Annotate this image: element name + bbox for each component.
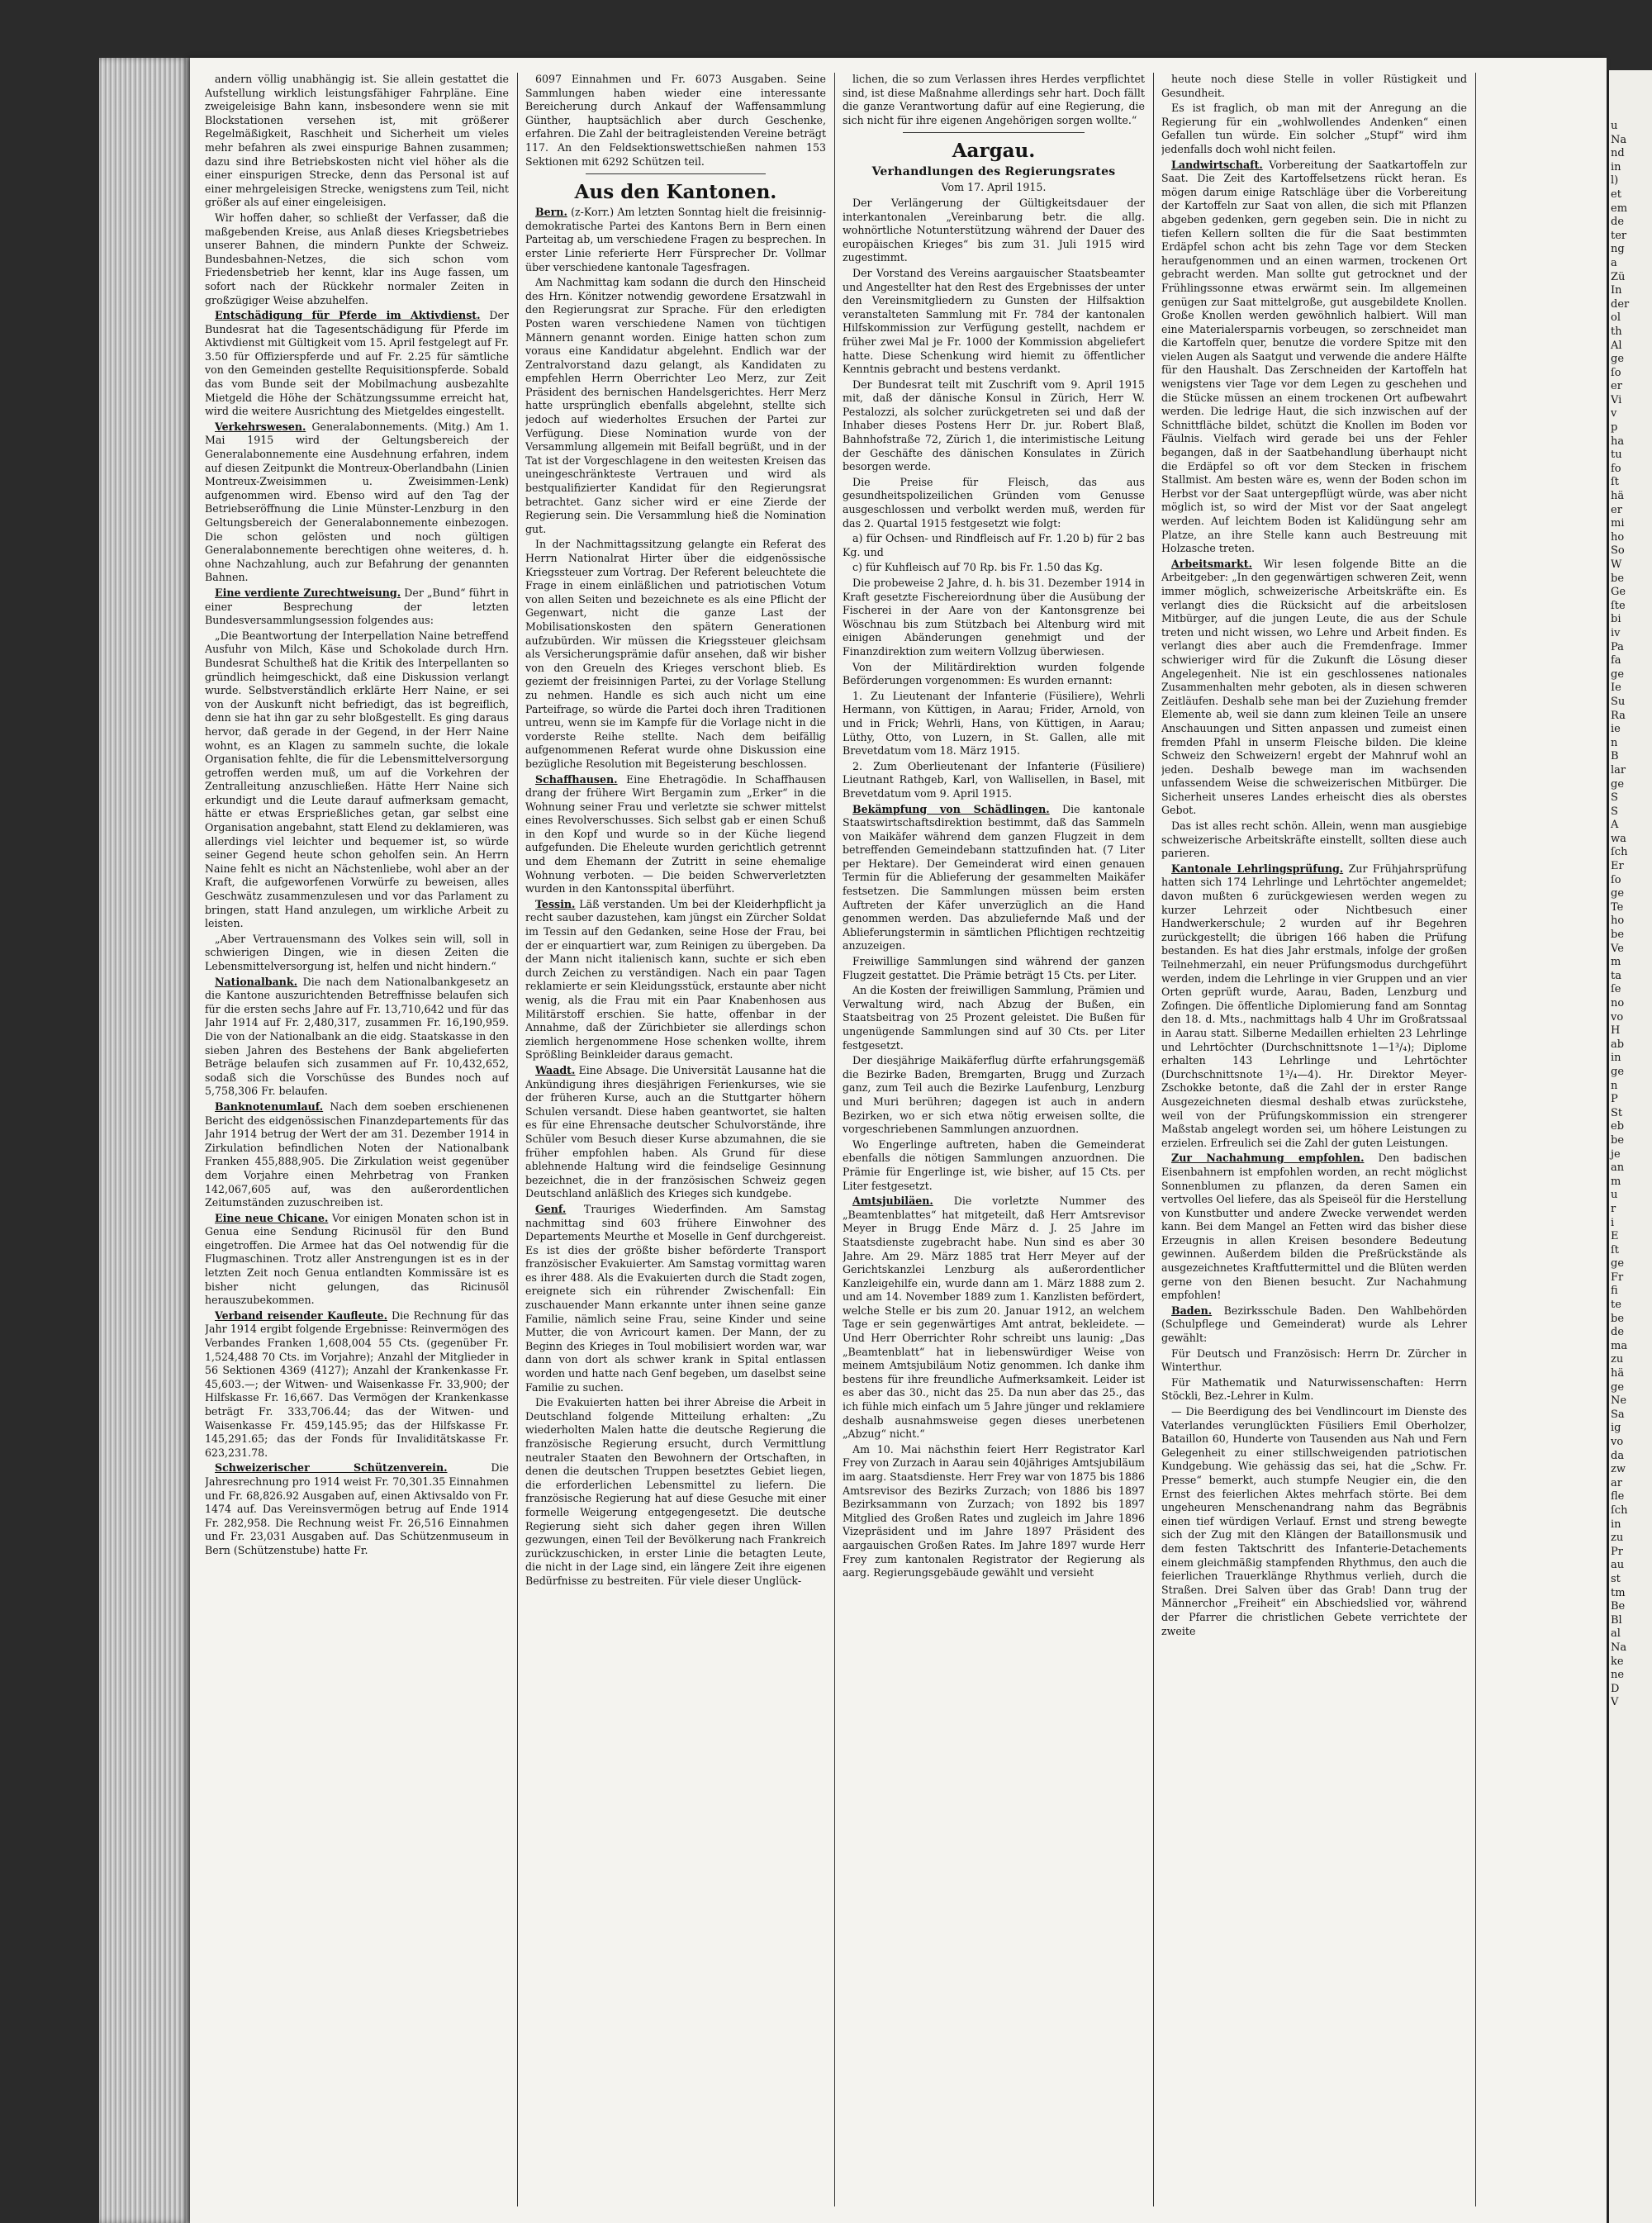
- article-heading: Kantonale Lehrlingsprüfung.: [1171, 862, 1344, 875]
- adjacent-page-line: be: [1611, 1312, 1625, 1325]
- article-text: „Aber Vertrauensmann des Volkes sein will, soll in schwierigen Dingen, wie in diesen Zeiten die Lebensmittelversorgung ist, helfen und nicht hindern.“: [205, 932, 509, 972]
- article-paragraph: [843, 1054, 1145, 1137]
- adjacent-page-line: Ne: [1611, 1394, 1627, 1408]
- adjacent-page-line: hä: [1611, 1367, 1625, 1380]
- adjacent-page-line: fo: [1611, 462, 1621, 475]
- adjacent-page-line: ma: [1611, 1339, 1628, 1352]
- column-1: [205, 73, 509, 2206]
- adjacent-page-line: r: [1611, 1202, 1616, 1215]
- article-paragraph: [525, 276, 826, 536]
- adjacent-page-line: er: [1611, 503, 1622, 516]
- article-paragraph: [1161, 1405, 1467, 1638]
- adjacent-page-line: Al: [1611, 339, 1622, 352]
- article-heading: Bekämpfung von Schädlingen.: [852, 802, 1050, 815]
- adjacent-page-line: ol: [1611, 311, 1621, 325]
- article-paragraph: [843, 1443, 1145, 1580]
- article-paragraph: [843, 803, 1145, 954]
- adjacent-page-line: Na: [1611, 133, 1627, 146]
- adjacent-page-line: ge: [1611, 777, 1625, 791]
- article-paragraph: [205, 73, 509, 210]
- article-text: Wir lesen folgende Bitte an die Arbeitgeber: „In den gegenwärtigen schweren Zeit, wenn immer möglich, schweizerische Arbeitskräfte ein. Es verlangt dies die Rücksicht auf die arbeitslosen Mitbürger, auf die jungen Leute, die aus der Schule treten und nicht wissen, wo Lehre und Arbeit finden. Es verlangt dies aber auch die Fremdenfrage. Immer schwieriger wird für die Zukunft die Lösung dieser Angelegenheit. Nie ist ein geschlossenes nationales Zusammenhalten mehr geboten, als in diesen schweren Zeitläufen. Deshalb sehe man bei der Zuziehung fremder Elemente ab, weil sie dann zum kleinen Teile an unsere Anschauungen und Sitten anpassen und zumeist einen fremden Pfahl in unserm Fleische bilden. Die kleine Schweiz den Schweizern! ergebt der Mahnruf wohl an jeden. Deshalb bewege man im wachsenden unfassendem Weise die schweizerischen Mitbürger. Die Sicherheit unseres Landes erheischt dies als oberstes Gebot.: [1161, 557, 1467, 817]
- adjacent-page-line: n: [1611, 1079, 1618, 1092]
- adjacent-page-line: vo: [1611, 1436, 1624, 1448]
- article-paragraph: [205, 211, 509, 307]
- adjacent-page-line: ſe: [1611, 983, 1621, 996]
- adjacent-page-line: Te: [1611, 900, 1624, 914]
- article-text: Das ist alles recht schön. Allein, wenn man ausgiebige schweizerische Arbeitskräfte einstellt, sollten diese auch parieren.: [1161, 819, 1467, 860]
- adjacent-page-line: ge: [1611, 1065, 1625, 1078]
- article-text: Der „Bund“ führt in einer Besprechung der letzten Bundesversammlungsession folgendes aus:: [205, 586, 509, 627]
- adjacent-page-line: nd: [1611, 147, 1625, 160]
- article-text: Läß verstanden. Um bei der Kleiderhpflicht ja recht sauber dazustehen, kam jüngst ein Zürcher Soldat im Tessin auf den Gedanken, seine Hose der Frau, bei der er einquartiert war, zum Reinigen zu übergeben. Da der Mann nicht italienisch kann, suchte er sich eben durch Zeichen zu verständigen. Nach ein paar Tagen reklamierte er sein Kleidungsstück, erstaunte aber nicht wenig, als die Frau mit ein Paar Knabenhosen aus Militärstoff erschien. Sie hatte, offenbar in der Annahme, daß der Zürichbieter sie allerdings schon ziemlich hergenommene Hose schenken wollte, ihrem Sprößling Beinkleider daraus gemacht.: [525, 897, 826, 1062]
- article-paragraph: [525, 538, 826, 771]
- adjacent-page-line: ig: [1611, 1422, 1621, 1435]
- article-heading: Landwirtschaft.: [1171, 158, 1263, 171]
- adjacent-page-line: st: [1611, 1572, 1621, 1585]
- article-paragraph: [843, 1138, 1145, 1193]
- article-text: Der Verlängerung der Gültigkeitsdauer der interkantonalen „Vereinbarung betr. die allg. wohnörtliche Notunterstützung während der Dauer des europäischen Krieges“ bis zum 31. Juli 1915 wird zugestimmt.: [843, 196, 1145, 264]
- adjacent-page-line: p: [1611, 421, 1618, 435]
- article-paragraph: [843, 760, 1145, 801]
- dateline: Vom 17. April 1915.: [941, 181, 1047, 194]
- article-paragraph: [205, 420, 509, 585]
- adjacent-page-line: So: [1611, 544, 1625, 558]
- adjacent-page-line: ng: [1611, 243, 1625, 256]
- article-text: Am Nachmittag kam sodann die durch den Hinscheid des Hrn. Könitzer notwendig gewordene Ersatzwahl in den Regierungsrat zur Sprache. Für den erledigten Posten waren verschiedene Namen von tüchtigen Männern genannt worden. Einige hatten schon zum voraus eine Kandidatur abgelehnt. Endlich war der Zentralvorstand dazu gelangt, als Kandidaten zu empfehlen Herrn Oberrichter Leo Merz, zur Zeit Präsident des bernischen Handelsgerichtes. Herr Merz hatte ursprünglich ebenfalls abgelehnt, stellte sich jedoch auf wiederholtes Ersuchen der Partei zur Verfügung. Diese Nomination wurde von der Versammlung allgemein mit Beifall begrüßt, und in der Tat ist der Vorgeschlagene in den weitesten Kreisen das uneingeschränkteste Vertrauen und wird als bestqualifizierter Kandidat für den Regierungsrat betrachtet. Ganz sicher wird er eine Zierde der Regierung sein. Die Versammlung hieß die Nomination gut.: [525, 276, 826, 535]
- article-paragraph: [843, 267, 1145, 377]
- adjacent-page-line: ſo: [1611, 873, 1621, 886]
- article-text: Die Jahresrechnung pro 1914 weist Fr. 70,301.35 Einnahmen und Fr. 68,826.92 Ausgaben auf, einen Aktivsaldo von Fr. 1474 auf. Das Vereinsvermögen betrug auf Ende 1914 Fr. 282,958. Die Rechnung weist Fr. 26,516 Einnahmen und Fr. 23,031 Ausgaben auf. Das Schützenmuseum in Bern (Schützenstube) hatte Fr.: [205, 1461, 509, 1556]
- section-separator: [586, 173, 766, 174]
- adjacent-page-line: vo: [1611, 1010, 1624, 1024]
- article-paragraph: [1161, 1304, 1467, 1346]
- article-text: An die Kosten der freiwilligen Sammlung, Prämien und Verwaltung wird, nach Abzug der Bußen, ein Staatsbeitrag von 25 Prozent geleistet. Die Bußen für ungenügende Sammlungen sind auf 30 Cts. per Liter festgesetzt.: [843, 984, 1145, 1052]
- adjacent-page-line: Su: [1611, 695, 1626, 708]
- article-text: Vor einigen Monaten schon ist in Genua eine Sendung Ricinusöl für den Bund eingetroffen. Die Armee hat das Oel notwendig für die Flugmaschinen. Trotz aller Anstrengungen ist es in der letzten Zeit noch Genua entlandten Kommissäre ist es bisher nicht gelungen, das Ricinusöl herauszubekommen.: [205, 1211, 509, 1307]
- adjacent-page-line: fle: [1611, 1490, 1625, 1503]
- adjacent-page-line: Sa: [1611, 1408, 1625, 1421]
- adjacent-page-line: hä: [1611, 490, 1625, 503]
- article-text: Am 10. Mai nächsthin feiert Herr Registrator Karl Frey von Zurzach in Aarau sein 40jähriges Amtsjubiläum im aarg. Staatsdienste. Herr Frey war von 1875 bis 1886 Amtsrevisor des Bezirks Zurzach; von 1886 bis 1897 Bezirksammann von Zurzach; von 1892 bis 1897 Mitglied des Großen Rates und zugleich im Jahre 1896 Vizepräsident und im Jahre 1897 Präsident des aargauischen Großen Rates. Im Jahre 1897 wurde Herr Frey zum kantonalen Registrator der Regierung als aarg. Regierungsgebäude gewählt und versieht: [843, 1442, 1145, 1579]
- adjacent-page-line: et: [1611, 188, 1621, 201]
- article-paragraph: [525, 73, 826, 169]
- article-text: — Die Beerdigung des bei Vendlincourt im Dienste des Vaterlandes verunglückten Füsiliers Emil Oberholzer, Bataillon 60, Hunderte von Tausenden aus Nah und Fern Gelegenheit zu einer stillschweigenden patriotischen Kundgebung. Wie gehässig das sei, hat die „Schw. Fr. Presse“ bemerkt, auch stumpfe Neugier ein, die den Ernst des feierlichen Aktes mehrfach störte. Bei dem ungeheuren Menschenandrang nahm das Begräbnis einen tief würdigen Verlauf. Ernst und streng bewegte sich der Zug mit den Klängen der Bataillonsmusik und dem festen Taktschritt des Infanterie-Detachements einem gleichmäßig stampfenden Rhythmus, den auch die feierlichen Trauerklänge Rhythmus verlieh, durch die Straßen. Drei Salven über das Grab! Dann trug der Männerchor „Freiheit“ ein Abschiedslied vor, während der Pfarrer die christlichen Gebete verrichtete der zweite: [1161, 1405, 1467, 1637]
- article-paragraph: [843, 532, 1145, 559]
- adjacent-page-line: Fr: [1611, 1271, 1624, 1284]
- article-text: Der diesjährige Maikäferflug dürfte erfahrungsgemäß die Bezirke Baden, Bremgarten, Brugg und Zurzach ganz, zum Teil auch die Bezirke Laufenburg, Lenzburg und Muri berühren; dagegen ist auch in andern Bezirken, wo er sich etwa nötig erweisen sollte, die vorgeschriebenen Sammlungen anzuordnen.: [843, 1054, 1145, 1136]
- article-heading: Banknotenumlauf.: [215, 1100, 324, 1113]
- article-heading: Arbeitsmarkt.: [1171, 557, 1252, 570]
- column-divider: [834, 73, 835, 2206]
- adjacent-page-line: bi: [1611, 613, 1621, 626]
- adjacent-page-line: fa: [1611, 654, 1621, 667]
- column-3-top: [843, 73, 1145, 127]
- article-paragraph: [843, 690, 1145, 758]
- adjacent-page-line: Pr: [1611, 1545, 1623, 1558]
- adjacent-page-line: iv: [1611, 626, 1621, 639]
- article-text: Zur Frühjahrsprüfung hatten sich 174 Lehrlinge und Lehrtöchter angemeldet; davon mußten 6 zurückgewiesen werden wegen zu kurzer Lehrzeit oder Nichtbesuch einer Handwerkerschule; 2 wurden auf ihr Begehren zurückgestellt; die übrigen 166 haben die Prüfung bestanden. Es hat dies Jahr erstmals, infolge der großen Teilnehmerzahl, ein neuer Prüfungsmodus durchgeführt werden, indem die Lehrlinge in vier Gruppen und an vier Orten geprüft wurde, Aarau, Baden, Lenzburg und Zofingen. Die öffentliche Diplomierung fand am Sonntag den 18. d. Mts., nachmittags halb 4 Uhr im Großratssaal in Aarau statt. Silberne Medaillen erhielten 23 Lehrlinge und Lehrtöchter (Durchschnittsnote 1—1³/₄); Diplome erhalten 143 Lehrlinge und Lehrtöchter (Durchschnittsnote 1³/₄—4). Hr. Direktor Meyer-Zschokke betonte, daß die Zahl der in erster Range Ausgezeichneten diesmal deshalb etwas zurückstehe, weil von der Prüfungskommission ein strengerer Maßstab angelegt worden sei, um höhere Leistungen zu erzielen. Erfreulich sei die Zahl der guten Leistungen.: [1161, 862, 1467, 1149]
- article-heading: Verkehrswesen.: [215, 420, 306, 433]
- article-heading: Baden.: [1171, 1304, 1213, 1317]
- adjacent-page-line: in: [1611, 1518, 1621, 1531]
- article-text: Freiwillige Sammlungen sind während der ganzen Flugzeit gestattet. Die Prämie beträgt 15 Cts. per Liter.: [843, 955, 1145, 981]
- adjacent-page-line: ha: [1611, 435, 1625, 448]
- article-paragraph: [205, 587, 509, 628]
- article-paragraph: [525, 206, 826, 274]
- newspaper-page: [190, 58, 1607, 2223]
- article-paragraph: [843, 984, 1145, 1052]
- article-paragraph: [205, 976, 509, 1099]
- adjacent-page-line: H: [1611, 1024, 1621, 1038]
- adjacent-page-line: der: [1611, 297, 1630, 311]
- article-paragraph: [525, 1064, 826, 1201]
- adjacent-page-line: Ie: [1611, 682, 1621, 695]
- section-heading-aargau: Aargau.: [952, 140, 1036, 163]
- adjacent-page-line: be: [1611, 929, 1625, 942]
- adjacent-page-line: P: [1611, 1093, 1618, 1106]
- adjacent-page-line: be: [1611, 572, 1625, 585]
- article-paragraph: [843, 661, 1145, 688]
- article-text: Die kantonale Staatswirtschaftsdirektion bestimmt, daß das Sammeln von Maikäfer während dem ganzen Flugzeit in dem betreffenden Gemeindebann stattzufinden hat. (7 Liter per Hektare). Der Gemeinderat wird einen genauen Termin für die Ablieferung der gesammelten Maikäfer festsetzen. Die Sammlungen müssen beim ersten Auftreten der Käfer unverzüglich an die Hand genommen werden. Das abzuliefernde Maß und der Ablieferungstermin in sämtlichen Pflichtigen rechtzeitig anzuzeigen.: [843, 802, 1145, 952]
- adjacent-page-line: E: [1611, 1230, 1619, 1243]
- article-text: 2. Zum Oberlieutenant der Infanterie (Füsiliere) Lieutnant Rathgeb, Karl, von Wallisellen, in Basel, mit Brevetdatum vom 9. April 1915.: [843, 759, 1145, 800]
- article-paragraph: [525, 898, 826, 1062]
- adjacent-page-line: In: [1611, 284, 1622, 297]
- adjacent-page-line: zw: [1611, 1463, 1626, 1476]
- column-divider: [1153, 73, 1154, 2206]
- article-text: Es ist fraglich, ob man mit der Anregung an die Regierung für ein „wohlwollendes Andenken“ einen Gefallen tun würde. Ein solcher „Stupf“ wird ihm jedenfalls doch wohl nicht feilen.: [1161, 102, 1467, 155]
- article-heading: Bern.: [535, 206, 567, 219]
- adjacent-page-line: er: [1611, 380, 1622, 393]
- adjacent-page-line: Bl: [1611, 1613, 1622, 1627]
- adjacent-page-line: ter: [1611, 229, 1627, 242]
- column-2: [525, 73, 826, 2206]
- adjacent-page-line: Ve: [1611, 942, 1624, 955]
- column-3: [843, 73, 1145, 2206]
- adjacent-page-line: ta: [1611, 969, 1621, 982]
- article-paragraph: [205, 1212, 509, 1308]
- article-paragraph: [205, 1461, 509, 1557]
- adjacent-page-line: Zü: [1611, 270, 1626, 283]
- adjacent-page-line: zu: [1611, 1353, 1624, 1366]
- adjacent-page-line: fi: [1611, 1285, 1618, 1298]
- section-heading-kantonen: Aus den Kantonen.: [574, 181, 777, 204]
- article-paragraph: [843, 378, 1145, 474]
- adjacent-page-line: l): [1611, 174, 1619, 188]
- article-paragraph: [1161, 558, 1467, 818]
- article-text: Die probeweise 2 Jahre, d. h. bis 31. Dezember 1914 in Kraft gesetzte Fischereiordnung über die Ausübung der Fischerei in der Aare von der Kantonsgrenze bei Wöschnau bis zum Stützbach bei Altenburg wird mit einigen Abänderungen genehmigt und der Finanzdirektion zum weitern Vollzug überwiesen.: [843, 577, 1145, 658]
- adjacent-page-line: S: [1611, 791, 1618, 805]
- adjacent-page-line: em: [1611, 202, 1628, 215]
- adjacent-page-line: Ra: [1611, 709, 1626, 722]
- article-paragraph: [1161, 73, 1467, 100]
- adjacent-page-line: an: [1611, 1161, 1625, 1175]
- article-heading: Genf.: [535, 1202, 567, 1215]
- article-text: Die vorletzte Nummer des „Beamtenblattes“ hat mitgeteilt, daß Herr Amtsrevisor Meyer in Brugg Ende März d. J. 25 Jahre im Staatsdienste zugebracht habe. Nun sind es aber 30 Jahre. Am 29. März 1885 trat Herr Meyer auf der Gerichtskanzlei Lenzburg als außerordentlicher Kanzleigehilfe ein, wurde dann am 1. März 1888 zum 2. und am 14. November 1889 zum 1. Kanzlisten befördert, welche Stelle er bis zum 20. Januar 1912, an welchem Tage er sein gegenwärtiges Amt antrat, bekleidete. — Und Herr Oberrichter Rohr schreibt uns launig: „Das „Beamtenblatt“ hat in liebenswürdiger Weise von meinem Amtsjubiläum Notiz genommen. Ich danke ihm bestens für ihre freundliche Aufmerksamkeit. Leider ist es aber das 30., nicht das 25. Da nun aber das 25., das ich fühle mich einfach um 5 Jahre jünger und reklamiere deshalb ausnahmsweise gegen dieses unerbetenen „Abzug“ nicht.“: [843, 1195, 1145, 1441]
- article-text: Der Vorstand des Vereins aargauischer Staatsbeamter und Angestellter hat den Rest des Ergebnisses der unter den Vereinsmitgliedern zu Gunsten der Hilfsaktion veranstalteten Sammlung mit Fr. 784 der kantonalen Hilfskommission zur Verfügung gestellt, nachdem er früher zwei Mal je Fr. 1000 der Kommission abgeliefert hatte. Diese Schenkung wird hiemit zu öffentlicher Kenntnis gebracht und bestens verdankt.: [843, 266, 1145, 376]
- article-paragraph: [1161, 819, 1467, 861]
- adjacent-page-line: B: [1611, 750, 1619, 763]
- article-text: Den badischen Eisenbahnern ist empfohlen worden, an recht möglichst Sonnenblumen zu pflanzen, da deren Samen ein vertvolles Oel liefere, das als Speiseöl für die Herstellung von Kunstbutter und andere Zwecke verwendet werden kann. Bei dem Mangel an Fetten wird das bisher diese Erzeugnis in allen Kreisen besondere Bedeutung gewinnen. Außerdem bilden die Preßrückstände als ausgezeichnetes Kraftfuttermittel und die Blüten werden gerne von den Bienen besucht. Zur Nachahmung empfohlen!: [1161, 1152, 1467, 1302]
- adjacent-page-line: eb: [1611, 1120, 1625, 1133]
- adjacent-page-line: u: [1611, 1189, 1618, 1202]
- column-divider: [1475, 73, 1476, 2206]
- adjacent-page-line: ge: [1611, 353, 1625, 366]
- adjacent-page-line: u: [1611, 120, 1618, 132]
- article-paragraph: [1161, 159, 1467, 556]
- adjacent-page-line: St: [1611, 1106, 1623, 1119]
- article-paragraph: [1161, 1376, 1467, 1404]
- adjacent-page-line: zu: [1611, 1532, 1624, 1545]
- adjacent-page-line: je: [1611, 1147, 1621, 1161]
- adjacent-page-line: S: [1611, 805, 1618, 818]
- adjacent-page-line: in: [1611, 160, 1621, 173]
- adjacent-page-line: ge: [1611, 1257, 1625, 1271]
- adjacent-page-line: lar: [1611, 763, 1626, 777]
- adjacent-page-line: da: [1611, 1449, 1625, 1462]
- article-text: lichen, die so zum Verlassen ihres Herdes verpflichtet sind, ist diese Maßnahme allerdings sehr hart. Doch fällt die ganze Verantwortung dafür auf eine Regierung, die sich nicht für ihre eigenen Angehörigen sorgen wollte.“: [843, 73, 1145, 126]
- adjacent-page-line: v: [1611, 407, 1617, 420]
- adjacent-page-line: de: [1611, 1326, 1625, 1339]
- adjacent-page-line: wa: [1611, 832, 1626, 845]
- article-text: Die Rechnung für das Jahr 1914 ergibt folgende Ergebnisse: Reinvermögen des Verbandes Franken 1,608,004 55 Cts. (gegenüber Fr. 1,524,488 70 Cts. im Vorjahre); Anzahl der Mitglieder in 56 Sektionen 4369 (4127); Anzahl der Krankenkasse Fr. 45,603.—; der Witwen- und Waisenkasse Fr. 33,900; der Hilfskasse Fr. 16,667. Das Vermögen der Krankenkasse beträgt Fr. 333,706.44; das der Witwen- und Waisenkasse Fr. 459,145.95; das der Hilfskasse Fr. 145,291.65; das der Fonds für Invaliditätskasse Fr. 623,231.78.: [205, 1309, 509, 1459]
- adjacent-page-line: tu: [1611, 449, 1622, 462]
- article-heading: Waadt.: [535, 1063, 576, 1076]
- article-text: Die nach dem Nationalbankgesetz an die Kantone auszurichtenden Betreffnisse belaufen sich für die ersten sechs Jahre auf Fr. 13,710,642 und für das Jahr 1914 auf Fr. 2,480,317, zusammen Fr. 16,190,959. Die von der Nationalbank an die eidg. Staatskasse in den sieben Jahren des Bestehens der Bank abgelieferten Beträge belaufen sich zusammen auf Fr. 10,432,652, sodaß sich die Vorschüsse des Bundes noch auf 5,758,306 Fr. belaufen.: [205, 975, 509, 1098]
- article-text: Generalabonnements. (Mitg.) Am 1. Mai 1915 wird der Geltungsbereich der Generalabonnemente eine Ausdehnung erfahren, indem auf diesen Zeitpunkt die Montreux-Oberlandbahn (Linien Montreux-Zweisimmen u. Zweisimmen-Lenk) aufgenommen wird. Ebenso wird auf den Tag der Betriebseröffnung die Linie Münster-Lenzburg in den Geltungsbereich der Generalabonnemente einbezogen. Die schon gelösten und noch gültigen Generalabonnemente berechtigen ohne weiteres, d. h. ohne Nachzahlung, auch zur Befahrung der genannten Bahnen.: [205, 420, 509, 584]
- adjacent-page-line: ab: [1611, 1038, 1625, 1051]
- adjacent-page-line: ge: [1611, 1380, 1625, 1394]
- article-text: Bezirksschule Baden. Den Wahlbehörden (Schulpflege und Gemeinderat) wurde als Lehrer gewählt:: [1161, 1304, 1467, 1345]
- article-paragraph: [205, 629, 509, 931]
- book-page-edges: [99, 58, 190, 2223]
- article-text: Von der Militärdirektion wurden folgende Beförderungen vorgenommen: Es wurden ernannt:: [843, 660, 1145, 687]
- adjacent-page-line: n: [1611, 736, 1618, 749]
- adjacent-page-fragment: [1607, 70, 1652, 2223]
- article-paragraph: [205, 1309, 509, 1461]
- adjacent-page-line: au: [1611, 1559, 1625, 1572]
- adjacent-page-line: de: [1611, 216, 1625, 229]
- column-2-body: [525, 206, 826, 1588]
- adjacent-page-line: ſte: [1611, 599, 1626, 612]
- adjacent-page-line: V: [1611, 1696, 1619, 1709]
- article-paragraph: [843, 955, 1145, 982]
- adjacent-page-line: ſch: [1611, 846, 1628, 859]
- adjacent-page-line: D: [1611, 1682, 1620, 1695]
- article-paragraph: [1161, 862, 1467, 1150]
- adjacent-page-line: ke: [1611, 1655, 1624, 1668]
- adjacent-page-line: ſch: [1611, 1503, 1628, 1517]
- article-paragraph: [1161, 1152, 1467, 1303]
- article-text: In der Nachmittagssitzung gelangte ein Referat des Herrn Nationalrat Hirter über die eidgenössische Kriegssteuer zum Vortrag. Der Referent beleuchtete die Frage in einem einläßlichen und patriotischen Votum von allen Seiten und bezeichnete es als eine Pflicht der Gegenwart, nicht die ganze Last der Mobilisationskosten den spätern Generationen aufzubürden. Wir müssen die Kriegssteuer gleichsam als Versicherungsprämie dafür ansehen, daß wir bisher von den Greueln des Krieges verschont blieb. Es geziemt der freisinnigen Partei, zu der Vorlage Stellung zu nehmen. Handle es sich auch nicht um eine Parteifrage, so würde die Partei doch ihren Traditionen untreu, wenn sie im Kampfe für die Vorlage nicht in die vorderste Reihe stellte. Nach dem beifällig aufgenommenen Referat wurde ohne Diskussion eine bezügliche Resolution mit Begeisterung beschlossen.: [525, 538, 826, 770]
- adjacent-page-line: te: [1611, 1299, 1621, 1312]
- adjacent-page-line: a: [1611, 256, 1617, 269]
- adjacent-page-line: ho: [1611, 914, 1625, 928]
- article-text: Wir hoffen daher, so schließt der Verfasser, daß die maßgebenden Kreise, aus Anlaß dieses Kriegsbetriebes unserer Bahnen, die mindern Punkte der Schweiz. Bundesbahnen-Netzes, die sich schon vom Friedensbetrieb her kennt, klar ins Auge fassen, um sofort nach der Rückkehr normaler Zeiten in großzügiger Weise abzuhelfen.: [205, 211, 509, 306]
- adjacent-page-line: Na: [1611, 1641, 1627, 1654]
- adjacent-page-line: be: [1611, 1133, 1625, 1147]
- article-paragraph: [1161, 1347, 1467, 1375]
- article-text: Für Mathematik und Naturwissenschaften: Herrn Stöckli, Bez.-Lehrer in Kulm.: [1161, 1375, 1467, 1403]
- adjacent-page-line: Ge: [1611, 586, 1626, 599]
- article-paragraph: [843, 197, 1145, 265]
- adjacent-page-line: Pa: [1611, 640, 1624, 653]
- adjacent-page-line: m: [1611, 1175, 1621, 1188]
- article-text: Eine Absage. Die Universität Lausanne hat die Ankündigung ihres diesjährigen Ferienkurses, wie sie der früheren Kurse, auch an die Stuttgarter höhern Schulen versandt. Diese haben geantwortet, sie halten es für eine Ehrensache deutscher Schulvorstände, ihre Schüler vom Besuch dieser Kurse abzumahnen, die sie früher empfohlen haben. Als Grund für diese ablehnende Haltung wird die feindselige Gesinnung bezeichnet, die in der französischen Schweiz gegen Deutschland anläßlich des Krieges sich kundgebe.: [525, 1063, 826, 1200]
- article-text: Eine Ehetragödie. In Schaffhausen drang der frühere Wirt Bergamin zum „Erker“ in die Wohnung seiner Frau und verletzte sie schwer mittelst eines Revolverschusses. Sich selbst gab er einen Schuß in den Kopf und wurde so in der Küche liegend aufgefunden. Die Eheleute wurden gerichtlich getrennt und dem Ehemann der Zutritt in seine ehemalige Wohnung verboten. — Die beiden Schwerverletzten wurden in den Kantonsspital überführt.: [525, 772, 826, 895]
- article-heading: Entschädigung für Pferde im Aktivdienst.: [215, 309, 481, 322]
- article-text: 6097 Einnahmen und Fr. 6073 Ausgaben. Seine Sammlungen haben wieder eine interessante Bereicherung durch Ankauf der Waffensammlung Günther, hauptsächlich aber durch Geschenke, erfahren. Die Zahl der beitragleistenden Vereine beträgt 117. An den Feldsektionswettschießen nahmen 153 Sektionen mit 6292 Schützen teil.: [525, 73, 826, 168]
- article-text: andern völlig unabhängig ist. Sie allein gestattet die Aufstellung wirklich leistungsfähiger Fahrpläne. Eine zweigeleisige Bahn kann, insbesondere wenn sie mit Blockstationen versehen ist, mit größerer Regelmäßigkeit, Raschheit und Sicherheit um vieles mehr befahren als zwei einspurige Bahnen zusammen; dazu sind ihre Betriebskosten nicht viel höher als die einer einspurigen Strecke, denn das Personal ist auf einer mehrgeleisigen Strecke, wenigstens zum Teil, nicht größer als auf einer eingeleisigen.: [205, 73, 509, 209]
- article-heading: Schweizerischer Schützenverein.: [215, 1461, 448, 1475]
- article-text: 1. Zu Lieutenant der Infanterie (Füsiliere), Wehrli Hermann, von Küttigen, in Aarau; Frider, Arnold, von und in Frick; Wehrli, Hans, von Küttigen, in Aarau; Lüthy, Otto, von Luzern, in St. Gallen, alle mit Brevetdatum vom 18. März 1915.: [843, 689, 1145, 758]
- section-separator: [903, 132, 1085, 133]
- article-paragraph: [525, 1203, 826, 1394]
- adjacent-page-line: ne: [1611, 1669, 1625, 1682]
- article-paragraph: [843, 561, 1145, 575]
- adjacent-page-text: [1609, 70, 1652, 1710]
- adjacent-page-line: ge: [1611, 667, 1625, 681]
- adjacent-page-line: th: [1611, 325, 1622, 338]
- article-paragraph: [843, 73, 1145, 127]
- article-text: „Die Beantwortung der Interpellation Naine betreffend Ausfuhr von Milch, Käse und Schokolade durch Hrn. Bundesrat Schultheß hat die Kritik des Interpellanten so gründlich heimgeschickt, daß eine Diskussion verlangt wurde. Selbstverständlich erklärte Herr Naine, er sei von der Auskunft nicht befriedigt, das ist begreiflich, denn sie hat ihn gar zu sehr bloßgestellt. Es ging daraus hervor, daß gerade in der Gegend, in der Herr Naine wohnt, es an Klagen zu sammeln suchte, die lokale Organisation fehlte, die für die Lebensmittelversorgung getroffen werden muß, um auf die Vorkehren der Zentralleitung anzuschließen. Hätte Herr Naine sich erkundigt und die Leute darauf aufmerksam gemacht, hätte er etwas Ersprießliches getan, gar selbst eine Organisation angebahnt, statt Elend zu deklamieren, was allerdings viel leichter und bequemer ist, so würde seiner Gegend heute schon geholfen sein. An Herrn Naine fehlt es nicht an Nächstenliebe, wohl aber an der Kraft, die aufgeworfenen Vorwürfe zu beweisen, alles Geschwätz zusammenzulesen und vor das Parlament zu bringen, statt Hand anzulegen, um wirkliche Arbeit zu leisten.: [205, 629, 509, 930]
- adjacent-page-line: W: [1611, 558, 1622, 571]
- column-2-top: [525, 73, 826, 169]
- article-text: Trauriges Wiederfinden. Am Samstag nachmittag sind 603 frühere Einwohner des Departements Meurthe et Moselle in Genf durchgereist. Es ist dies der größte bisher beförderte Transport französischer Evakuierter. Am Samstag vormittag waren es ihrer 488. Als die Evakuierten durch die Stadt zogen, ereignete sich ein rührender Zwischenfall: Ein zuschauender Mann erkannte unter ihnen seine ganze Familie, nämlich seine Frau, seine Kinder und seine Mutter, die von Avricourt kamen. Der Mann, der zu Beginn des Krieges in Toul mobilisiert worden war, war dann von dort als schwer krank in Spital entlassen worden und hatte nach Genf begeben, um daselbst seine Familie zu suchen.: [525, 1202, 826, 1394]
- article-heading: Amtsjubiläen.: [852, 1195, 933, 1208]
- article-text: Vorbereitung der Saatkartoffeln zur Saat. Die Zeit des Kartoffelsetzens rückt heran. Es mögen darum einige Ratschläge über die Vorbereitung der Kartoffeln zur Saat von allen, die sich mit Pflanzen abgeben gedenken, gern gegeben sein. Die in nicht zu tiefen Kellern sollten die für die Saat bestimmten Erdäpfel schon acht bis zehn Tage vor dem Stecken heraufgenommen und an einen warmen, trockenen Ort gebracht werden. Man sollte gut getrocknet und der Frühlingssonne etwas erwärmt sein. Im allgemeinen genügen zur Saat mittelgroße, gut ausgebildete Knollen. Große Knollen werden gewöhnlich halbiert. Will man eine Materialersparnis vorbeugen, so zerschneidet man die Kartoffeln quer, benutze die vordere Spitze mit den vielen Augen als Saatgut und verwende die andere Hälfte für den Haushalt. Das Zerschneiden der Kartoffeln hat wenigstens vier Tage vor dem Legen zu geschehen und die Stücke müssen an einem trockenen Ort aufbewahrt werden. Die ledrige Haut, die sich inzwischen auf der Schnittfläche bildet, schützt die Knollen im Boden vor Fäulnis. Vielfach wird gerade bei uns der Fehler begangen, daß in der Saatbehandlung überhaupt nicht die Erdäpfel so oft vor dem Stecken in frischem Stallmist. Am besten wäre es, wenn der Boden schon im Herbst vor der Saat untergepflügt würde, was aber nicht möglich ist, so wird der Mist vor der Saat angelegt werden. Auf leichtem Boden ist Kalidüngung sehr am Platze, an ihre Stelle kann auch Bestreuung mit Holzasche treten.: [1161, 158, 1467, 555]
- adjacent-page-line: ar: [1611, 1476, 1622, 1489]
- column-4: [1161, 73, 1467, 2206]
- article-paragraph: [205, 309, 509, 419]
- article-heading: Verband reisender Kaufleute.: [215, 1309, 387, 1322]
- article-heading: Schaffhausen.: [535, 772, 618, 786]
- article-paragraph: [843, 476, 1145, 530]
- column-3-body: [843, 197, 1145, 1580]
- article-paragraph: [525, 1396, 826, 1588]
- article-text: (z-Korr.) Am letzten Sonntag hielt die freisinnig-demokratische Partei des Kantons Bern in Bern einen Parteitag ab, um verschiedene Fragen zu besprechen. In erster Linie referierte Herr Fürsprecher Dr. Vollmar über verschiedene kantonale Tagesfragen.: [525, 206, 826, 273]
- article-text: Nach dem soeben erschienenen Bericht des eidgenössischen Finanzdepartements für das Jahr 1914 betrug der Wert der am 31. Dezember 1914 in Zirkulation befindlichen Noten der Nationalbank Franken 455,888,905. Die Zirkulation weist gegenüber dem Vorjahre einen Mehrbetrag von Franken 142,067,605 auf, was den außerordentlichen Zeitumständen zuzuschreiben ist.: [205, 1100, 509, 1209]
- adjacent-page-line: m: [1611, 956, 1621, 969]
- adjacent-page-line: tm: [1611, 1586, 1626, 1599]
- adjacent-page-line: Vi: [1611, 393, 1622, 406]
- adjacent-page-line: in: [1611, 1052, 1621, 1065]
- article-paragraph: [843, 1195, 1145, 1442]
- article-text: Der Bundesrat hat die Tagesentschädigung für Pferde im Aktivdienst mit Gültigkeit vom 15. April festgelegt auf Fr. 3.50 für Offizierspferde und auf Fr. 2.25 für sämtliche von den Gemeinden gestellte Requisitionspferde. Sobald das vom Bunde seit der Mobilmachung ausbezahlte Mietgeld die Höhe der Schätzungssumme erreicht hat, wird die weitere Ausrichtung des Mietgeldes eingestellt.: [205, 309, 509, 418]
- article-heading: Eine verdiente Zurechtweisung.: [215, 586, 401, 599]
- adjacent-page-line: ſo: [1611, 366, 1621, 379]
- article-paragraph: [843, 577, 1145, 659]
- adjacent-page-line: A: [1611, 819, 1619, 832]
- article-heading: Tessin.: [535, 897, 576, 910]
- article-text: Für Deutsch und Französisch: Herrn Dr. Zürcher in Winterthur.: [1161, 1347, 1467, 1374]
- adjacent-page-line: ho: [1611, 530, 1625, 544]
- adjacent-page-line: no: [1611, 997, 1625, 1009]
- column-divider: [517, 73, 518, 2206]
- adjacent-page-line: ie: [1611, 723, 1621, 736]
- adjacent-page-line: ge: [1611, 887, 1625, 900]
- article-heading: Zur Nachahmung empfohlen.: [1171, 1152, 1365, 1165]
- adjacent-page-line: mi: [1611, 517, 1625, 530]
- adjacent-page-line: Be: [1611, 1600, 1626, 1613]
- article-text: Wo Engerlinge auftreten, haben die Gemeinderat ebenfalls die nötigen Sammlungen anzuordnen. Die Prämie für Engerlinge ist, wie bisher, auf 15 Cts. per Liter festgesetzt.: [843, 1138, 1145, 1192]
- section-subheading: Verhandlungen des Regierungsrates: [871, 165, 1116, 179]
- adjacent-page-line: Er: [1611, 860, 1624, 873]
- article-paragraph: [205, 1100, 509, 1210]
- adjacent-page-line: i: [1611, 1216, 1615, 1229]
- article-heading: Eine neue Chicane.: [215, 1211, 329, 1224]
- article-text: a) für Ochsen- und Rindfleisch auf Fr. 1.20 b) für 2 bas Kg. und: [843, 532, 1145, 558]
- article-paragraph: [525, 773, 826, 896]
- adjacent-page-line: ſt: [1611, 476, 1620, 489]
- article-paragraph: [205, 933, 509, 974]
- article-text: Die Evakuierten hatten bei ihrer Abreise die Arbeit in Deutschland folgende Mitteilung erhalten: „Zu wiederholten Malen hatte die deutsche Regierung die französische Regierung ersucht, durch Vermittlung neutraler Staaten den Bewohnern der Ortschaften, in denen die deutschen Truppen besetztes Gebiet liegen, die erforderlichen Lebensmittel zu liefern. Die französische Regierung hat auf diese Gesuche mit einer formelle Weigerung entgegengesetzt. Die deutsche Regierung sieht sich daher gegen ihren Willen gezwungen, einen Teil der Bevölkerung nach Frankreich zurückzuschicken, in erster Linie die betagten Leute, die nicht in der Lage sind, ein längere Zeit ihre eigenen Bedürfnisse zu bestreiten. Für viele dieser Unglück-: [525, 1396, 826, 1587]
- article-text: Die Preise für Fleisch, das aus gesundheitspolizeilichen Gründen vom Genusse ausgeschlossen und verbolkt werden muß, werden für das 2. Quartal 1915 festgesetzt wie folgt:: [843, 475, 1145, 530]
- adjacent-page-line: al: [1611, 1627, 1621, 1641]
- article-text: Der Bundesrat teilt mit Zuschrift vom 9. April 1915 mit, daß der dänische Konsul in Zürich, Herr W. Pestalozzi, als solcher zurückgetreten sei und daß der Inhaber dieses Postens Herr Dr. jur. Robert Blaß, Bahnhofstraße 72, Zürich 1, die interimistische Leitung der Geschäfte des dänischen Konsulates in Zürich besorgen werde.: [843, 378, 1145, 473]
- article-text: heute noch diese Stelle in voller Rüstigkeit und Gesundheit.: [1161, 73, 1467, 99]
- article-heading: Nationalbank.: [215, 975, 298, 988]
- adjacent-page-line: ſt: [1611, 1243, 1620, 1256]
- article-paragraph: [1161, 102, 1467, 156]
- article-text: c) für Kuhfleisch auf 70 Rp. bis Fr. 1.50 das Kg.: [852, 561, 1103, 574]
